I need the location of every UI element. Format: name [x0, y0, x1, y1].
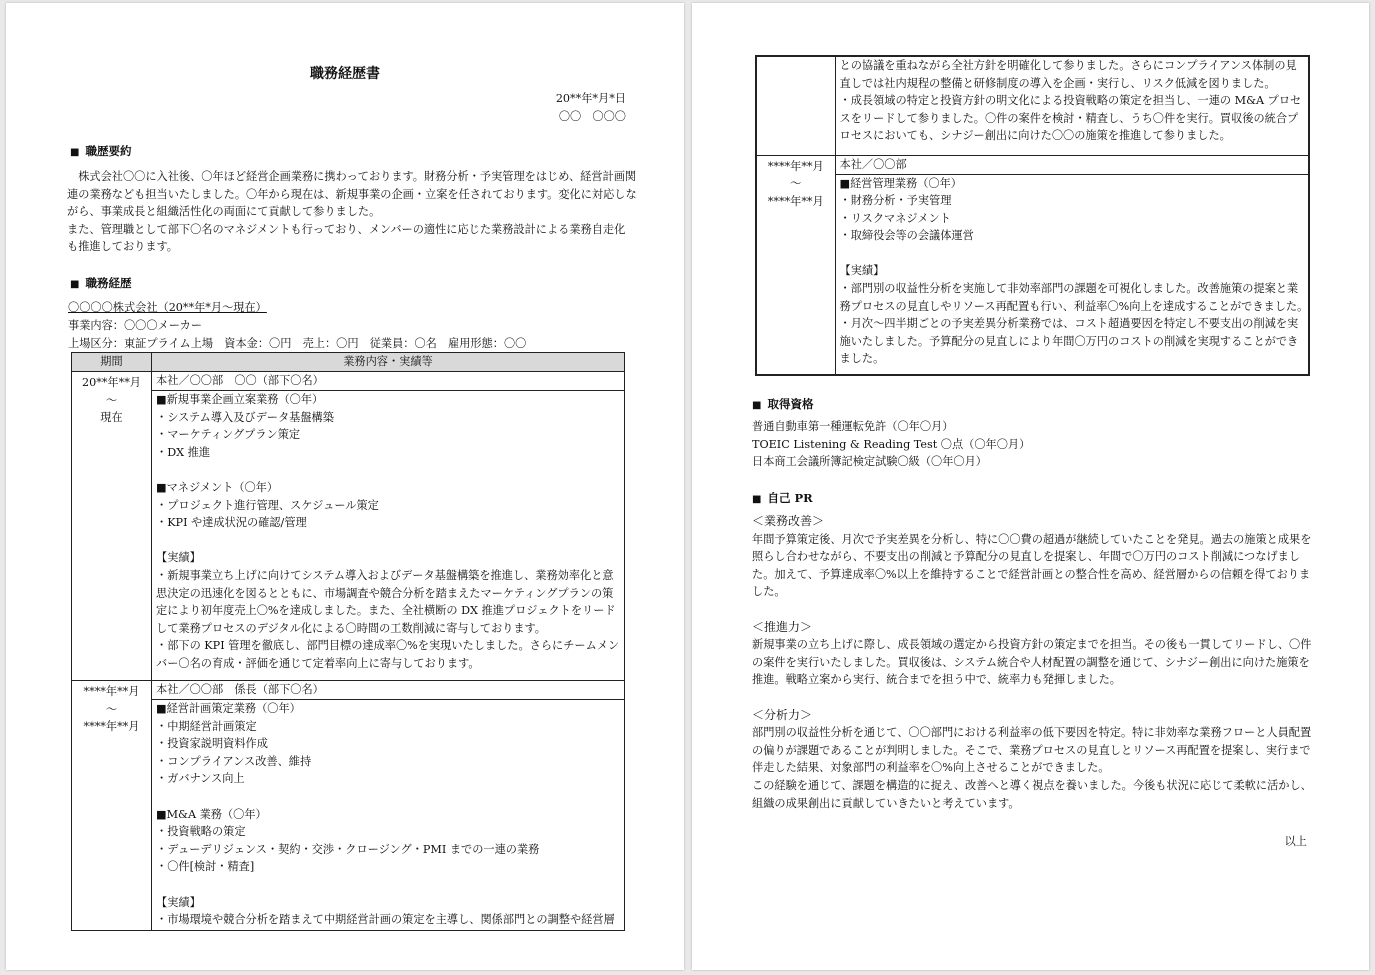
row-dept: 本社／〇〇部 — [836, 156, 1309, 175]
self-pr-line: この経験を通じて、課題を構造的に捉え、改善へと導く視点を養いました。今後も状況に応じて柔軟に活かし、 — [752, 778, 1312, 792]
detail-line: ・投資戦略の策定 — [156, 825, 246, 839]
detail-line — [156, 788, 620, 806]
row-dept: 本社／〇〇部 係長（部下〇名） — [152, 681, 624, 700]
detail-line: 【実績】 — [156, 895, 201, 909]
self-pr-line: 伴走した結果、対象部門の利益率を〇%向上させることができました。 — [752, 761, 1110, 775]
self-pr-body — [752, 513, 1312, 812]
detail-line: ・リスクマネジメント — [839, 211, 951, 225]
detail-line: ロセスにおいても、シナジー創出に向けた〇〇の施策を推進して参りました。 — [839, 129, 1231, 143]
self-pr-section — [752, 619, 1312, 689]
table-header-detail: 業務内容・実績等 — [152, 353, 625, 372]
self-pr-line: 新規事業の立ち上げに際し、成長領域の選定から投資方針の策定までを担当。その後も一貫してリードし、〇件 — [752, 638, 1312, 652]
row-content — [156, 391, 620, 673]
summary-line: また、管理職として部下〇名のマネジメントも行っており、メンバーの適性に応じた業務設計による業務自走化 — [67, 222, 626, 236]
self-pr-line: 年間予算策定後、月次で予実差異を分析し、特に〇〇費の超過が継続していたことを発見。過去の施策と成果を — [752, 532, 1312, 546]
company-name: 〇〇〇〇株式会社（20**年*月～現在） — [68, 301, 267, 314]
summary-line: 連の業務なども担当いたしました。〇年から現在は、新規事業の企画・立案を任されております。変化に対応しな — [67, 187, 637, 201]
self-pr-section-title: ＜分析力＞ — [752, 707, 813, 722]
self-pr-line: 部門別の収益性分析を通じて、〇〇部門における利益率の低下要因を特定。特に非効率な業務フローと人員配置 — [752, 726, 1312, 740]
detail-line: ・〇件[検討・精査] — [156, 860, 255, 874]
detail-line: ・マーケティングプラン策定 — [156, 428, 301, 442]
career-table — [71, 352, 625, 931]
detail-line: 務プロセスの見直しやリソース再配置も行い、利益率〇%向上を達成することができました。 — [839, 299, 1309, 313]
summary-line: がら、事業成長と組織活性化の両面にて貢献して参りました。 — [67, 205, 381, 219]
detail-line: ・財務分析・予実管理 — [839, 194, 952, 208]
detail-line: ・投資家説明資料作成 — [156, 737, 268, 751]
detail-line — [156, 461, 620, 479]
detail-line: 思決定の迅速化を図るとともに、市場調査や競合分析を踏まえたマーケティングプランの策 — [156, 586, 614, 600]
detail-line: 直しでは社内規程の整備と研修制度の導入を企画・実行し、リスク低減を図りました。 — [839, 76, 1276, 90]
row-period: ****年**月 ～ ****年**月 — [756, 155, 835, 375]
summary-heading: ■ 職歴要約 — [70, 143, 131, 159]
detail-line: バー〇名の育成・評価を通じて定着率向上に寄与しております。 — [156, 656, 480, 670]
row-period-empty — [756, 56, 835, 155]
self-pr-section — [752, 707, 1312, 813]
self-pr-line: 照らし合わせながら、不要支出の削減と予算配分の見直しを提案し、年間で〇万円のコスト削減につなげまし — [752, 550, 1300, 564]
company-info: 上場区分：東証プライム上場 資本金：〇円 売上：〇円 従業員：〇名 雇用形態：〇〇 — [68, 337, 527, 350]
detail-line: ・DX 推進 — [156, 445, 211, 459]
table-row — [72, 681, 625, 931]
row-content — [156, 700, 620, 929]
detail-line: して業務プロセスのデジタル化による〇時間の工数削減に寄与しております。 — [156, 621, 546, 635]
detail-line: ・月次～四半期ごとの予実差異分析業務では、コスト超過要因を特定し不要支出の削減を実 — [839, 317, 1299, 331]
qualifications-heading: ■ 取得資格 — [752, 396, 813, 412]
detail-line: 【実績】 — [839, 264, 885, 278]
row-content — [839, 175, 1309, 369]
summary-text — [67, 168, 637, 256]
table-row — [72, 372, 625, 681]
company-business: 事業内容：〇〇〇メーカー — [68, 319, 203, 332]
author-name: 〇〇 〇〇〇 — [558, 110, 626, 123]
detail-line: ・部下の KPI 管理を徹底し、部門目標の達成率〇%を実現いたしました。さらにチームメン — [156, 639, 620, 653]
row-dept: 本社／〇〇部 〇〇（部下〇名） — [152, 372, 624, 391]
qualifications-list — [752, 418, 1030, 471]
detail-line: ■M&A 業務（〇年） — [156, 807, 267, 821]
detail-line: 【実績】 — [156, 551, 201, 565]
qualification-item: 普通自動車第一種運転免許（〇年〇月） — [752, 420, 954, 433]
detail-line: との協議を重ねながら全社方針を明確化して参りました。さらにコンプライアンス体制の見 — [839, 59, 1297, 72]
row-detail — [835, 56, 1309, 155]
self-pr-section-title: ＜推進力＞ — [752, 619, 813, 634]
self-pr-section-title: ＜業務改善＞ — [752, 514, 825, 528]
detail-line: スをリードして参りました。〇件の案件を検討・精査し、うち〇件を実行。買収後の統合プ — [839, 111, 1299, 125]
document-title: 職務経歴書 — [310, 66, 380, 82]
row-detail — [152, 372, 625, 681]
document-page-right — [692, 3, 1369, 970]
row-detail — [152, 681, 625, 931]
qualification-item: 日本商工会議所簿記検定試験〇級（〇年〇月） — [752, 455, 987, 469]
self-pr-line: の案件を実行いたしました。買収後は、システム統合や人材配置の調整を通じて、シナジー創出に向けた施策を — [752, 655, 1310, 669]
self-pr-section — [752, 513, 1312, 601]
self-pr-heading: ■ 自己 PR — [752, 490, 813, 506]
row-period: ****年**月 ～ ****年**月 — [72, 681, 152, 931]
detail-line: ・市場環境や競合分析を踏まえて中期経営計画の策定を主導し、関係部門との調整や経営層 — [156, 913, 615, 927]
detail-line: ・成長領域の特定と投資方針の明文化による投資戦略の策定を担当し、一連の M&A プロセ — [839, 94, 1302, 108]
detail-line: ・中期経営計画策定 — [156, 719, 257, 733]
table-row — [756, 155, 1309, 375]
closing-text: 以上 — [1284, 835, 1307, 848]
detail-line: ・プロジェクト進行管理、スケジュール策定 — [156, 498, 379, 512]
table-row — [756, 56, 1309, 155]
table-header-period: 期間 — [72, 353, 152, 372]
detail-line: ・新規事業立ち上げに向けてシステム導入およびデータ基盤構築を推進し、業務効率化と意 — [156, 568, 614, 582]
self-pr-line: 推進。戦略立案から実行、統合までを担う中で、統率力も発揮しました。 — [752, 673, 1121, 687]
document-date: 20**年*月*日 — [555, 92, 626, 105]
row-period: 20**年**月 ～ 現在 — [72, 372, 152, 681]
career-heading: ■ 職務経歴 — [70, 275, 131, 291]
detail-line — [156, 876, 620, 894]
detail-line: ・コンプライアンス改善、維持 — [156, 754, 312, 768]
detail-line: ■マネジメント（〇年） — [156, 480, 279, 494]
detail-line: ■経営計画策定業務（〇年） — [156, 702, 301, 715]
self-pr-line: た。加えて、予算達成率〇%以上を維持することで経営計画との整合性を高め、経営層からの信頼を得ておりま — [752, 567, 1311, 581]
row-content — [840, 57, 1305, 145]
detail-line: ・ガバナンス向上 — [156, 772, 245, 786]
qualification-item: TOEIC Listening & Reading Test 〇点（〇年〇月） — [752, 437, 1031, 451]
detail-line: ■新規事業企画立案業務（〇年） — [156, 393, 324, 406]
detail-line: ました。 — [839, 352, 885, 366]
detail-line: ・デューデリジェンス・契約・交渉・クロージング・PMI までの一連の業務 — [156, 842, 540, 856]
detail-line: ・システム導入及びデータ基盤構築 — [156, 410, 334, 424]
self-pr-line: 組織の成果創出に貢献していきたいと考えています。 — [752, 796, 1020, 810]
summary-line: も推進しております。 — [67, 240, 178, 254]
detail-line: 定により初年度売上〇%を達成しました。また、全社横断の DX 推進プロジェクトをリード — [156, 604, 616, 618]
detail-line: ・KPI や達成状況の確認/管理 — [156, 516, 307, 530]
detail-line: 施いたしました。予算配分の見直しにより年間〇万円のコストの削減を実現することができ — [839, 334, 1299, 348]
document-page-left — [6, 3, 684, 970]
detail-line — [840, 245, 1305, 263]
career-table-continued — [755, 55, 1310, 376]
self-pr-line: した。 — [752, 585, 786, 599]
detail-line: ・取締役会等の会議体運営 — [839, 229, 974, 243]
detail-line — [156, 532, 620, 550]
detail-line: ■経営管理業務（〇年） — [839, 176, 962, 190]
detail-line: ・部門別の収益性分析を実施して非効率部門の課題を可視化しました。改善施策の提案と業 — [839, 282, 1299, 296]
summary-line: 株式会社〇〇に入社後、〇年ほど経営企画業務に携わっております。財務分析・予実管理をはじめ、経営計画関 — [67, 170, 637, 183]
self-pr-line: の偏りが課題であることが判明しました。そこで、業務プロセスの見直しとリソース再配置を提案し、実行まで — [752, 743, 1311, 757]
row-detail — [835, 155, 1309, 375]
